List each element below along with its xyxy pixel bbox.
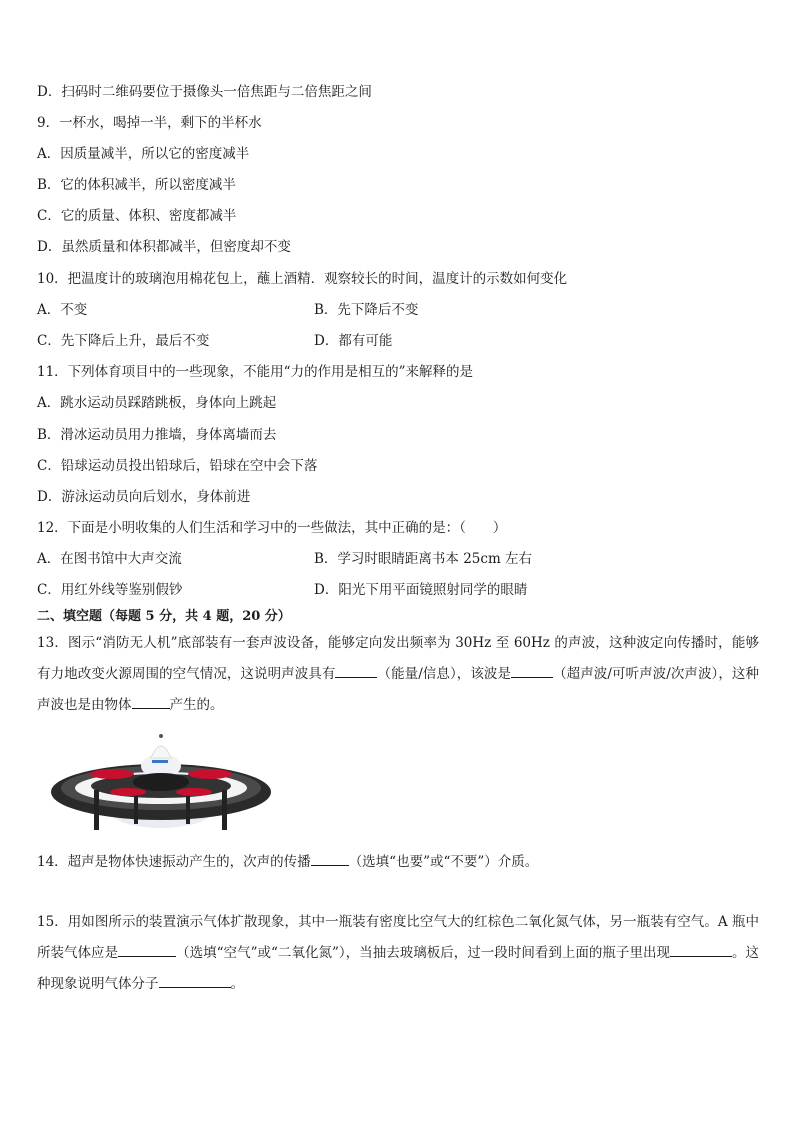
option-d-q8: D．扫码时二维码要位于摄像头一倍焦距与二倍焦距之间 [37,84,372,100]
section-heading-fill-in: 二、填空题（每题 5 分，共 4 题，20 分） [37,609,291,624]
fire-drone-image [48,728,274,834]
q14-blank-1[interactable] [311,851,349,866]
q14-text-1: 14．超声是物体快速振动产生的，次声的传播 [37,854,311,870]
q14-text-2: （选填“也要”或“不要”）介质。 [348,854,539,870]
option-b-q11: B．滑冰运动员用力推墙，身体离墙而去 [37,427,277,443]
option-b-q9: B．它的体积减半，所以密度减半 [37,177,236,193]
q13-text-1: 13．图示“消防无人机”底部装有一套声波设备，能够定向发出频率为 30Hz 至 60Hz 的声波，这种波定向传播时，能够有力地改变火源周围的空气情况，这说明声波具有 [37,635,759,682]
q15-blank-3[interactable] [159,973,231,988]
question-15 [37,907,759,1000]
option-a-q12: A．在图书馆中大声交流 [37,551,182,567]
option-c-q11: C．铅球运动员投出铅球后，铅球在空中会下落 [37,458,318,474]
option-c-q12: C．用红外线等鉴别假钞 [37,582,183,598]
question-9: 9．一杯水，喝掉一半，剩下的半杯水 [37,115,262,131]
option-a-q9: A．因质量减半，所以它的密度减半 [37,146,250,162]
q15-blank-2[interactable] [670,942,732,957]
option-d-q10: D．都有可能 [314,333,393,349]
option-c-q10: C．先下降后上升，最后不变 [37,333,210,349]
q15-blank-1[interactable] [118,942,176,957]
option-b-q10: B．先下降后不变 [314,302,419,318]
question-13 [37,628,759,721]
option-d-q12: D．阳光下用平面镜照射同学的眼睛 [314,582,528,598]
q15-text-2: （选填“空气”或“二氧化氮”），当抽去玻璃板后，过一段时间看到上面的瓶子里出现 [176,945,670,961]
question-12: 12．下面是小明收集的人们生活和学习中的一些做法，其中正确的是：（ ） [37,520,507,536]
q13-blank-1[interactable] [335,663,377,678]
option-b-q12: B．学习时眼睛距离书本 25cm 左右 [314,551,533,567]
question-10: 10．把温度计的玻璃泡用棉花包上，蘸上酒精．观察较长的时间，温度计的示数如何变化 [37,271,568,287]
question-14 [37,851,538,872]
question-11: 11．下列体育项目中的一些现象，不能用“力的作用是相互的”来解释的是 [37,364,473,380]
option-d-q9: D．虽然质量和体积都减半，但密度却不变 [37,239,291,255]
q13-blank-2[interactable] [511,663,553,678]
q13-text-3: （超声波/可听声波/次声波），这种声波也是由物体 [37,666,759,713]
option-c-q9: C．它的质量、体积、密度都减半 [37,208,237,224]
option-a-q11: A．跳水运动员踩踏跳板，身体向上跳起 [37,395,277,411]
q15-text-1: 15．用如图所示的装置演示气体扩散现象，其中一瓶装有密度比空气大的红棕色二氧化氮气体，另一瓶装有空气。A 瓶中所装气体应是 [37,914,759,961]
q13-text-4: 产生的。 [169,697,224,713]
q13-text-2: （能量/信息），该波是 [377,666,512,682]
option-a-q10: A．不变 [37,302,88,318]
q15-text-4: 。 [230,976,244,992]
q15-text-3: 。这种现象说明气体分子 [37,945,760,992]
option-d-q11: D．游泳运动员向后划水，身体前进 [37,489,251,505]
q13-blank-3[interactable] [132,694,170,709]
